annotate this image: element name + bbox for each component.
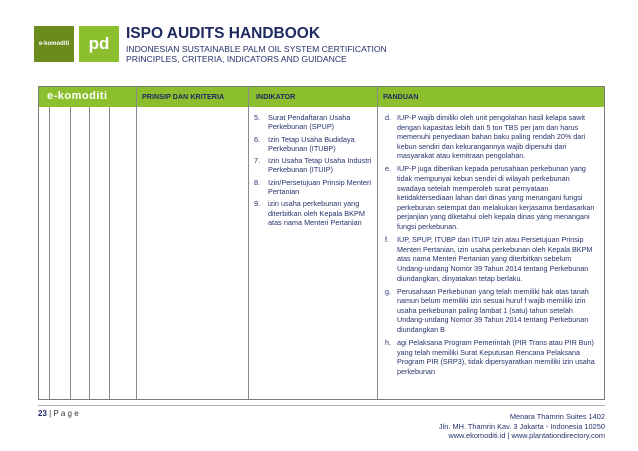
column-divider — [377, 87, 378, 399]
column-header-indicator: INDIKATOR — [256, 92, 296, 101]
guidance-list — [385, 113, 599, 380]
table-header-row — [39, 87, 604, 107]
list-item: 6. Izin Tetap Usaha Budidaya Perkebunan (ITUBP) — [254, 134, 355, 153]
list-item: 7. Izin Usaha Tetap Usaha Industri Perkebunan (ITUIP) — [254, 156, 372, 175]
column-divider — [248, 87, 249, 399]
page-number-value: 23 — [38, 409, 47, 418]
document-subtitle-1: INDONESIAN SUSTAINABLE PALM OIL SYSTEM CERTIFICATION — [126, 44, 387, 54]
address-line-3: www.ekomoditi.id | www.plantationdirectory.com — [448, 431, 605, 441]
page-number: 23 | P a g e — [38, 409, 79, 418]
footer-address — [439, 412, 605, 441]
pd-logo — [79, 26, 119, 62]
table-brand-label: e-komoditi — [47, 90, 108, 102]
column-divider — [109, 107, 110, 399]
column-divider — [49, 107, 50, 399]
ekomoditi-logo — [34, 26, 74, 62]
indicator-list — [254, 113, 372, 230]
column-header-principle: PRINSIP DAN KRITERIA — [142, 92, 225, 101]
list-item: h. agi Pelaksana Program Pemerintah (PIR Trans atau PIR Bun) yang telah memiliki Surat Keputusan Rencana Pelaksana Program PIR (SRP3), tidak dipersyaratkan memiliki izin usaha perkebunan — [385, 338, 595, 376]
list-item: d. IUP-P wajib dimiliki oleh unit pengolahan hasil kelapa sawit dengan kapasitas lebih dari 5 ton TBS per jam dan harus memenuhi penyediaan bahan baku paling rendah 20% dari kebun sendiri dan kekurangannya wajib dipenuhi dari masyarakat atau kemitraan pengolahan. — [385, 113, 586, 161]
address-line-2: Jln. MH. Thamrin Kav. 3 Jakarta - Indonesia 10250 — [438, 421, 605, 431]
column-divider — [89, 107, 90, 399]
address-line-1: Menara Thamrin Suites 1402 — [509, 412, 605, 421]
document-title: ISPO AUDITS HANDBOOK — [126, 25, 321, 42]
column-divider — [136, 87, 137, 399]
footer-divider — [38, 405, 605, 406]
list-item: e. IUP-P juga diberikan kepada perusahaan perkebunan yang tidak mempunyai kebun sendiri di wilayah perkebunan swadaya setelah memperoleh surat pernyataan ketidaktersediaan lahan dari dinas yang menangani fungsi perkebunan setempat dan melakukan kerjasama berdasarkan perjanjian yang diketahui oleh kepala dinas yang menangani fungsi perkebunan. — [385, 164, 595, 232]
list-item: 5. Surat Pendaftaran Usaha Perkebunan (SPUP) — [254, 113, 351, 132]
page-number-label: P a g e — [53, 409, 79, 418]
column-header-guidance: PANDUAN — [383, 92, 419, 101]
column-divider — [70, 107, 71, 399]
criteria-table — [38, 86, 605, 400]
list-item: g. Perusahaan Perkebunan yang telah memiliki hak atas tanah namun belum memiliki izin sesuai huruf f wajib memiliki izin usaha perkebunan paling lambat 1 (satu) tahun setelah Undang-undang Nomor 39 Tahun 2014 tentang Perkebunan diundangkan B — [385, 286, 589, 334]
document-subtitle-2: PRINCIPLES, CRITERIA, INDICATORS AND GUIDANCE — [126, 54, 347, 64]
ekomoditi-logo-text: e-komoditi — [38, 41, 70, 47]
list-item: 8. Izin/Persetujuan Prinsip Menteri Pertanian — [254, 177, 372, 197]
list-item: 9. izin usaha perkebunan yang diterbitkan oleh Kepala BKPM atas nama Menteri Pertanian — [254, 199, 365, 227]
pd-logo-text: pd — [88, 34, 110, 53]
list-item: f. IUP, SPUP, ITUBP dan ITUIP Izin atau Persetujuan Prinsip Menteri Pertanian, izin usaha perkebunan oleh Kepala BKPM atas nama Menteri Pertanian yang diterbitkan sebelum Undang-undang Nomor 39 Tahun 2014 tentang Perkebunan diundangkan, dinyatakan tetap berlaku. — [385, 235, 593, 283]
